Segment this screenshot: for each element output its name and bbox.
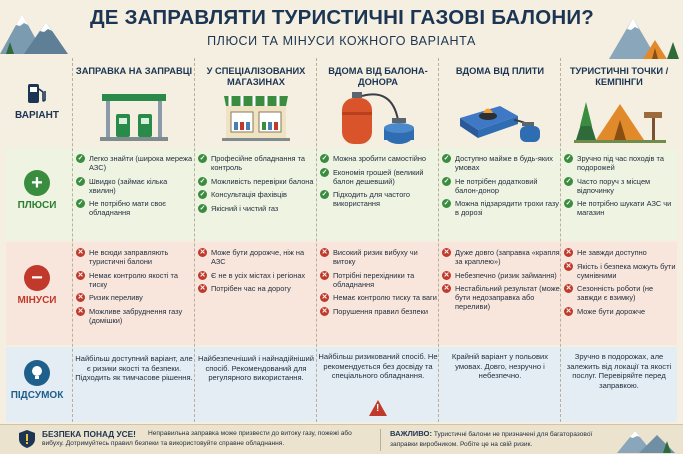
gas-station-icon bbox=[100, 92, 168, 142]
check-icon: ✓ bbox=[443, 177, 450, 185]
cross-icon: ✕ bbox=[565, 249, 572, 256]
column-divider bbox=[560, 58, 561, 422]
cross-icon: ✕ bbox=[321, 307, 328, 315]
check-icon: ✓ bbox=[321, 191, 328, 198]
mountains-footer-icon bbox=[617, 427, 677, 453]
list-item: ✕ Порушення правил безпеки bbox=[321, 306, 429, 316]
list-item: ✓ Часто поруч з місцем відпочинку bbox=[565, 176, 651, 195]
warning-icon: ! bbox=[369, 400, 387, 416]
stove-icon bbox=[456, 92, 548, 144]
cons-list bbox=[564, 248, 676, 320]
check-icon: ✓ bbox=[77, 155, 84, 162]
cross-icon: ✕ bbox=[199, 271, 206, 279]
check-icon: ✓ bbox=[565, 155, 572, 162]
check-icon: ✓ bbox=[321, 155, 328, 162]
minus-icon: − bbox=[24, 265, 50, 291]
list-item: ✓ Економія грошей (великий балон дешевший) bbox=[321, 167, 424, 186]
cross-icon: ✕ bbox=[199, 249, 206, 256]
column-title: ВДОМА ВІД БАЛОНА-ДОНОРА bbox=[328, 66, 428, 87]
list-item: ✕ Якість і безпека можуть бути сумнівними bbox=[565, 261, 676, 280]
pros-list bbox=[76, 154, 194, 222]
column-title: ТУРИСТИЧНІ ТОЧКИ / КЕМПІНГИ bbox=[569, 66, 669, 87]
check-icon: ✓ bbox=[199, 204, 206, 212]
comparison-grid bbox=[6, 58, 677, 422]
cons-list bbox=[198, 248, 316, 298]
summary-text: Найбезпечніший і найнадійніший спосіб. Рекомендований для регулярного використання. bbox=[197, 354, 315, 382]
page-subtitle: ПЛЮСИ ТА МІНУСИ КОЖНОГО ВАРІАНТА bbox=[207, 34, 476, 48]
list-item: ✓ Професійне обладнання та контроль bbox=[199, 154, 306, 172]
column-divider bbox=[438, 58, 439, 422]
cross-icon: ✕ bbox=[321, 249, 328, 256]
cross-icon: ✕ bbox=[77, 307, 84, 315]
row-label-pros bbox=[6, 170, 68, 211]
footer bbox=[0, 424, 683, 454]
cons-list bbox=[442, 248, 560, 316]
list-item: ✕ Немає контролю якості та тиску bbox=[77, 270, 178, 289]
cross-icon: ✕ bbox=[565, 307, 572, 315]
summary-text: Крайній варіант у польових умовах. Довго, незручно і небезпечно. bbox=[451, 352, 549, 380]
list-item: ✕ Може бути дорожче bbox=[565, 306, 646, 316]
list-item: ✕ Сезонність роботи (не завжди є взимку) bbox=[565, 284, 654, 302]
list-item: ✕ Немає контролю тиску та ваги bbox=[321, 293, 437, 302]
list-item: ✓ Консультація фахівців bbox=[199, 190, 287, 199]
list-item: ✓ Зручно під час походів та подорожей bbox=[565, 154, 664, 172]
footer-divider bbox=[380, 429, 381, 451]
shield-warning-icon bbox=[18, 429, 36, 449]
summary-text: Найбільш доступний варіант, але є ризики якості та безпеки. Підходить як тимчасове рішення. bbox=[75, 354, 193, 382]
plus-icon: + bbox=[24, 170, 50, 196]
check-icon: ✓ bbox=[321, 168, 328, 176]
check-icon: ✓ bbox=[199, 155, 206, 162]
list-item: ✕ Дуже довго (заправка «крапля за краплею») bbox=[443, 248, 560, 266]
row-label-pros-text: ПЛЮСИ bbox=[17, 200, 57, 211]
check-icon: ✓ bbox=[565, 200, 572, 207]
cross-icon: ✕ bbox=[565, 262, 572, 270]
row-label-summary bbox=[6, 360, 68, 401]
list-item: ✓ Доступно майже в будь-яких умовах bbox=[443, 154, 553, 172]
pros-list bbox=[320, 154, 438, 213]
cross-icon: ✕ bbox=[199, 285, 206, 292]
list-item: ✓ Легко знайти (широка мережа АЗС) bbox=[77, 154, 193, 172]
list-item: ✓ Можна підзарядити трохи газу в дорозі bbox=[443, 199, 559, 217]
header bbox=[0, 0, 683, 60]
list-item: ✓ Не потрібно мати своє обладнання bbox=[77, 199, 167, 217]
column-title: ЗАПРАВКА НА ЗАПРАВЦІ bbox=[75, 66, 193, 76]
list-item: ✕ Високий ризик вибуху чи витоку bbox=[321, 248, 418, 266]
check-icon: ✓ bbox=[77, 200, 84, 207]
important-text: Туристичні балони не призначені для багаторазової заправки виробником. Робіте це на свій ризик. bbox=[390, 431, 593, 448]
check-icon: ✓ bbox=[199, 177, 206, 185]
list-item: ✓ Не потрібен додатковий балон-донор bbox=[443, 176, 538, 195]
fuel-pump-icon bbox=[24, 80, 50, 106]
summary-text: Зручно в подорожах, але залежить від локації та якості послуг. Перевіряйте перед заправкою. bbox=[566, 352, 672, 390]
list-item: ✕ Потрібен час на дорогу bbox=[199, 284, 291, 293]
check-icon: ✓ bbox=[77, 177, 84, 185]
list-item: ✕ Може бути дорожче, ніж на АЗС bbox=[199, 248, 305, 266]
column-title: ВДОМА ВІД ПЛИТИ bbox=[455, 66, 545, 76]
row-label-cons-text: МІНУСИ bbox=[17, 295, 57, 306]
safety-title: БЕЗПЕКА ПОНАД УСЕ! bbox=[42, 429, 136, 439]
mountains-left-icon bbox=[0, 4, 70, 54]
cross-icon: ✕ bbox=[77, 271, 84, 279]
column-divider bbox=[194, 58, 195, 422]
pros-list bbox=[442, 154, 560, 222]
check-icon: ✓ bbox=[565, 177, 572, 185]
list-item: ✕ Нестабільний результат (може бути недозаправка або переливи) bbox=[443, 284, 560, 311]
list-item: ✓ Підходить для частого використання bbox=[321, 190, 410, 208]
list-item: ✕ Потрібні перехідники та обладнання bbox=[321, 270, 415, 289]
list-item: ✕ Не завжди доступно bbox=[565, 248, 647, 257]
cross-icon: ✕ bbox=[77, 294, 84, 301]
cross-icon: ✕ bbox=[77, 249, 84, 256]
list-item: ✕ Ризик переливу bbox=[77, 293, 143, 302]
important-title: ВАЖЛИВО: bbox=[390, 429, 432, 438]
lightbulb-icon bbox=[24, 360, 50, 386]
summary-text: Найбільш ризикований спосіб. Не рекомендується без досвіду та спеціального обладнання. bbox=[318, 352, 438, 380]
cross-icon: ✕ bbox=[443, 285, 450, 292]
cons-list bbox=[320, 248, 438, 320]
list-item: ✓ Якісний і чистий газ bbox=[199, 203, 279, 213]
check-icon: ✓ bbox=[199, 191, 206, 198]
pros-list bbox=[564, 154, 676, 222]
donor-tank-icon bbox=[332, 90, 424, 146]
cross-icon: ✕ bbox=[443, 249, 450, 256]
column-divider bbox=[72, 58, 73, 422]
cross-icon: ✕ bbox=[321, 271, 328, 279]
list-item: ✕ Є не в усіх містах і регіонах bbox=[199, 270, 306, 280]
pros-list bbox=[198, 154, 316, 217]
list-item: ✓ Можливість перевірки балона bbox=[199, 176, 314, 186]
list-item: ✕ Небезпечно (ризик займання) bbox=[443, 270, 557, 280]
safety-text: Неправильна заправка може призвести до витоку газу, пожежі або вибуху. Дотримуйтесь правил безпеки та використовуйте справне обладнання. bbox=[42, 430, 352, 447]
cons-list bbox=[76, 248, 194, 329]
list-item: ✓ Можна зробити самостійно bbox=[321, 154, 427, 163]
page-title: ДЕ ЗАПРАВЛЯТИ ТУРИСТИЧНІ ГАЗОВІ БАЛОНИ? bbox=[90, 6, 595, 29]
row-label-summary-text: ПІДСУМОК bbox=[10, 390, 64, 401]
list-item: ✓ Не потрібно шукати АЗС чи магазин bbox=[565, 199, 672, 217]
list-item: ✓ Швидко (займає кілька хвилин) bbox=[77, 176, 168, 195]
column-title: У СПЕЦІАЛІЗОВАНИХ МАГАЗИНАХ bbox=[206, 66, 306, 87]
shop-icon bbox=[222, 92, 290, 142]
cross-icon: ✕ bbox=[443, 271, 450, 279]
check-icon: ✓ bbox=[443, 155, 450, 162]
campsite-icon bbox=[574, 94, 666, 144]
cross-icon: ✕ bbox=[565, 285, 572, 292]
row-label-variant bbox=[6, 80, 68, 121]
column-divider bbox=[316, 58, 317, 422]
list-item: ✕ Не всюди заправляють туристичні балони bbox=[77, 248, 169, 266]
cross-icon: ✕ bbox=[321, 294, 328, 301]
camp-tent-icon bbox=[603, 4, 683, 59]
check-icon: ✓ bbox=[443, 200, 450, 207]
row-label-variant-text: ВАРІАНТ bbox=[15, 110, 59, 121]
list-item: ✕ Можливе забруднення газу (домішки) bbox=[77, 306, 183, 325]
row-label-cons bbox=[6, 265, 68, 306]
important-note bbox=[390, 429, 610, 449]
